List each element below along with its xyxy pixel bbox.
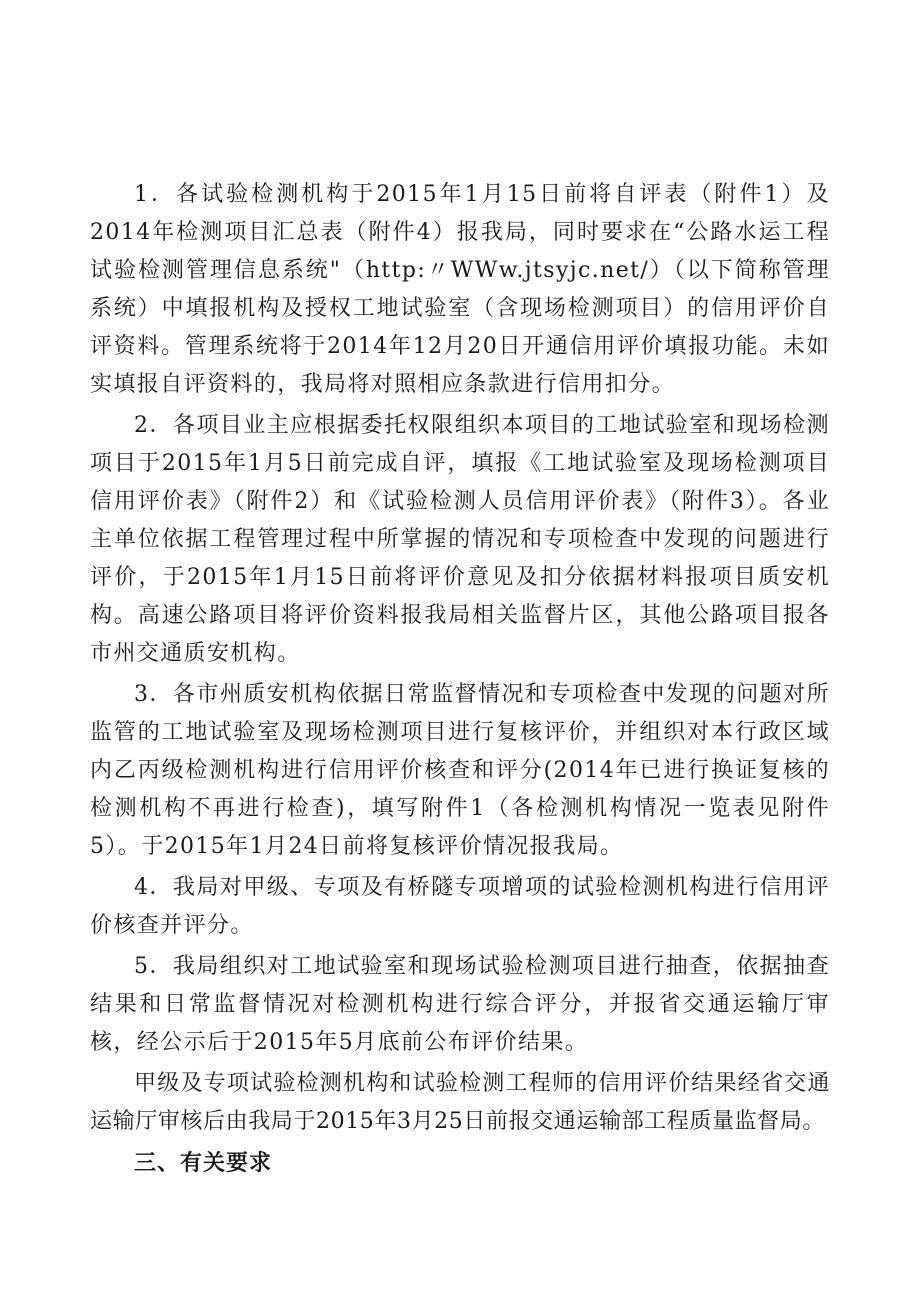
paragraph-item-4: 4．我局对甲级、专项及有桥隧专项增项的试验检测机构进行信用评价核查并评分。 [90,875,830,938]
section-heading: 三、有关要求 [134,1151,273,1176]
paragraph-item-5: 5．我局组织对工地试验室和现场试验检测项目进行抽查，依据抽查结果和日常监督情况对检测机构进行综合评分，并报省交通运输厅审核，经公示后于2015年5月底前公布评价结果。 [90,954,830,1055]
paragraph-item-2: 2．各项目业主应根据委托权限组织本项目的工地试验室和现场检测项目于2015年1月5日前完成自评，填报《工地试验室及现场检测项目信用评价表》（附件2）和《试验检测人员信用评价表》（附件3）。各业主单位依据工程管理过程中所掌握的情况和专项检查中发现的问题进行评价，于2015年1月15日前将评价意见及扣分依据材料报项目质安机构。高速公路项目将评价资料报我局相关监督片区，其他公路项目报各市州交通质安机构。 [90,413,830,666]
paragraph-item-3: 3．各市州质安机构依据日常监督情况和专项检查中发现的问题对所监管的工地试验室及现场检测项目进行复核评价，并组织对本行政区域内乙丙级检测机构进行信用评价核查和评分(2014年已进行换证复核的检测机构不再进行检查)，填写附件1（各检测机构情况一览表见附件5）。于2015年1月24日前将复核评价情况报我局。 [90,682,830,859]
paragraph-item-1: 1．各试验检测机构于2015年1月15日前将自评表（附件1）及2014年检测项目汇总表（附件4）报我局，同时要求在“公路水运工程试验检测管理信息系统"（http:〃WWw.jtsyjc.net/）（以下简称管理系统）中填报机构及授权工地试验室（含现场检测项目）的信用评价自评资料。管理系统将于2014年12月20日开通信用评价填报功能。未如实填报自评资料的，我局将对照相应条款进行信用扣分。 [90,182,830,397]
paragraph-results-report: 甲级及专项试验检测机构和试验检测工程师的信用评价结果经省交通运输厅审核后由我局于2015年3月25日前报交通运输部工程质量监督局。 [90,1071,830,1134]
